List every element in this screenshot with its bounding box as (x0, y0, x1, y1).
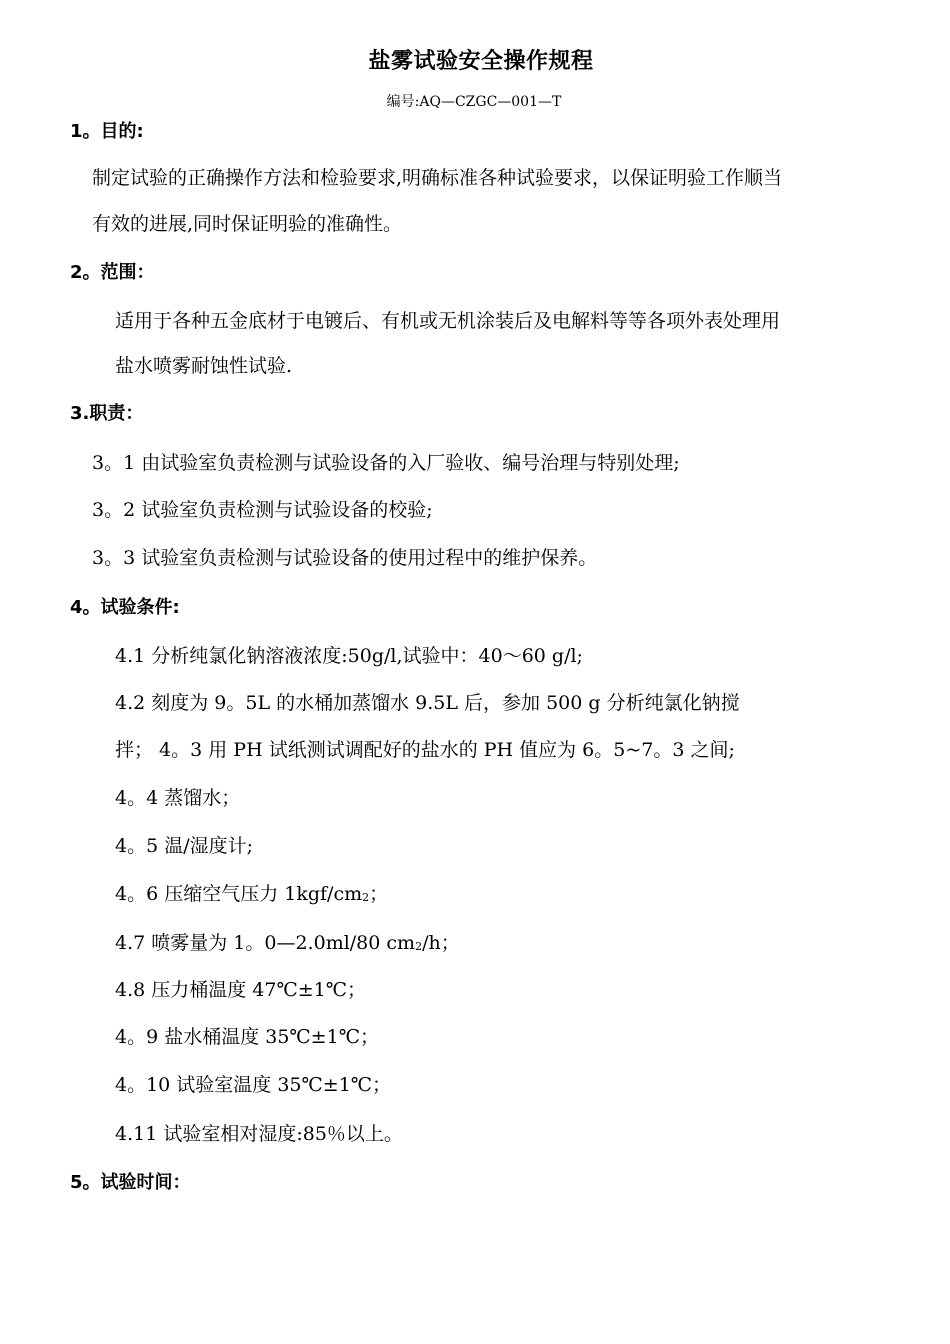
spray-superscript: 2 (415, 940, 423, 953)
condition-item: 4.2 刻度为 9。5L 的水桶加蒸馏水 9.5L 后，参加 500 g 分析纯氯化钠搅 (115, 692, 740, 714)
scope-line: 适用于各种五金底材于电镀后、有机或无机涂装后及电解料等等各项外表处理用 (115, 310, 781, 332)
section-heading-duties: 3.职责： (70, 403, 144, 424)
condition-item: 4.1 分析纯氯化钠溶液浓度:50g/l,试验中：40～60 g/l; (115, 645, 583, 667)
document-title: 盐雾试验安全操作规程 (368, 49, 594, 74)
scope-line: 盐水喷雾耐蚀性试验. (115, 355, 293, 377)
condition-item-pressure (115, 879, 388, 906)
document-number: 编号:AQ—CZGC—001—T (386, 94, 562, 110)
condition-item: 4。10 试验室温度 35℃±1℃； (115, 1074, 392, 1096)
purpose-line: 制定试验的正确操作方法和检验要求,明确标准各种试验要求，以保证明验工作顺当 (92, 167, 783, 189)
condition-item: 4。5 温/湿度计; (115, 835, 254, 857)
spray-suffix: /h； (422, 932, 460, 954)
section-heading-duration: 5。试验时间： (70, 1172, 191, 1193)
spray-text: 4.7 喷雾量为 1。0—2.0ml/80 cm (115, 932, 416, 954)
condition-item: 4.8 压力桶温度 47℃±1℃； (115, 979, 366, 1001)
condition-item: 4。9 盐水桶温度 35℃±1℃； (115, 1026, 379, 1048)
pressure-superscript: 2 (362, 891, 370, 904)
duty-item: 3。2 试验室负责检测与试验设备的校验; (92, 499, 433, 521)
duty-item: 3。1 由试验室负责检测与试验设备的入厂验收、编号治理与特别处理; (92, 452, 680, 474)
section-heading-conditions: 4。试验条件: (70, 597, 180, 618)
condition-item: 4。4 蒸馏水； (115, 787, 241, 809)
section-heading-scope: 2。范围： (70, 262, 155, 283)
purpose-line: 有效的进展,同时保证明验的准确性。 (92, 213, 403, 235)
pressure-text: 4。6 压缩空气压力 1kgf/cm (115, 883, 363, 905)
condition-item: 4.11 试验室相对湿度:85％以上。 (115, 1123, 403, 1145)
section-heading-purpose: 1。目的: (70, 121, 144, 142)
pressure-suffix: ； (369, 883, 389, 905)
duty-item: 3。3 试验室负责检测与试验设备的使用过程中的维护保养。 (92, 547, 598, 569)
condition-item-spray (115, 928, 460, 955)
condition-item: 拌； 4。3 用 PH 试纸测试调配好的盐水的 PH 值应为 6。5~7。3 之间; (115, 739, 735, 761)
